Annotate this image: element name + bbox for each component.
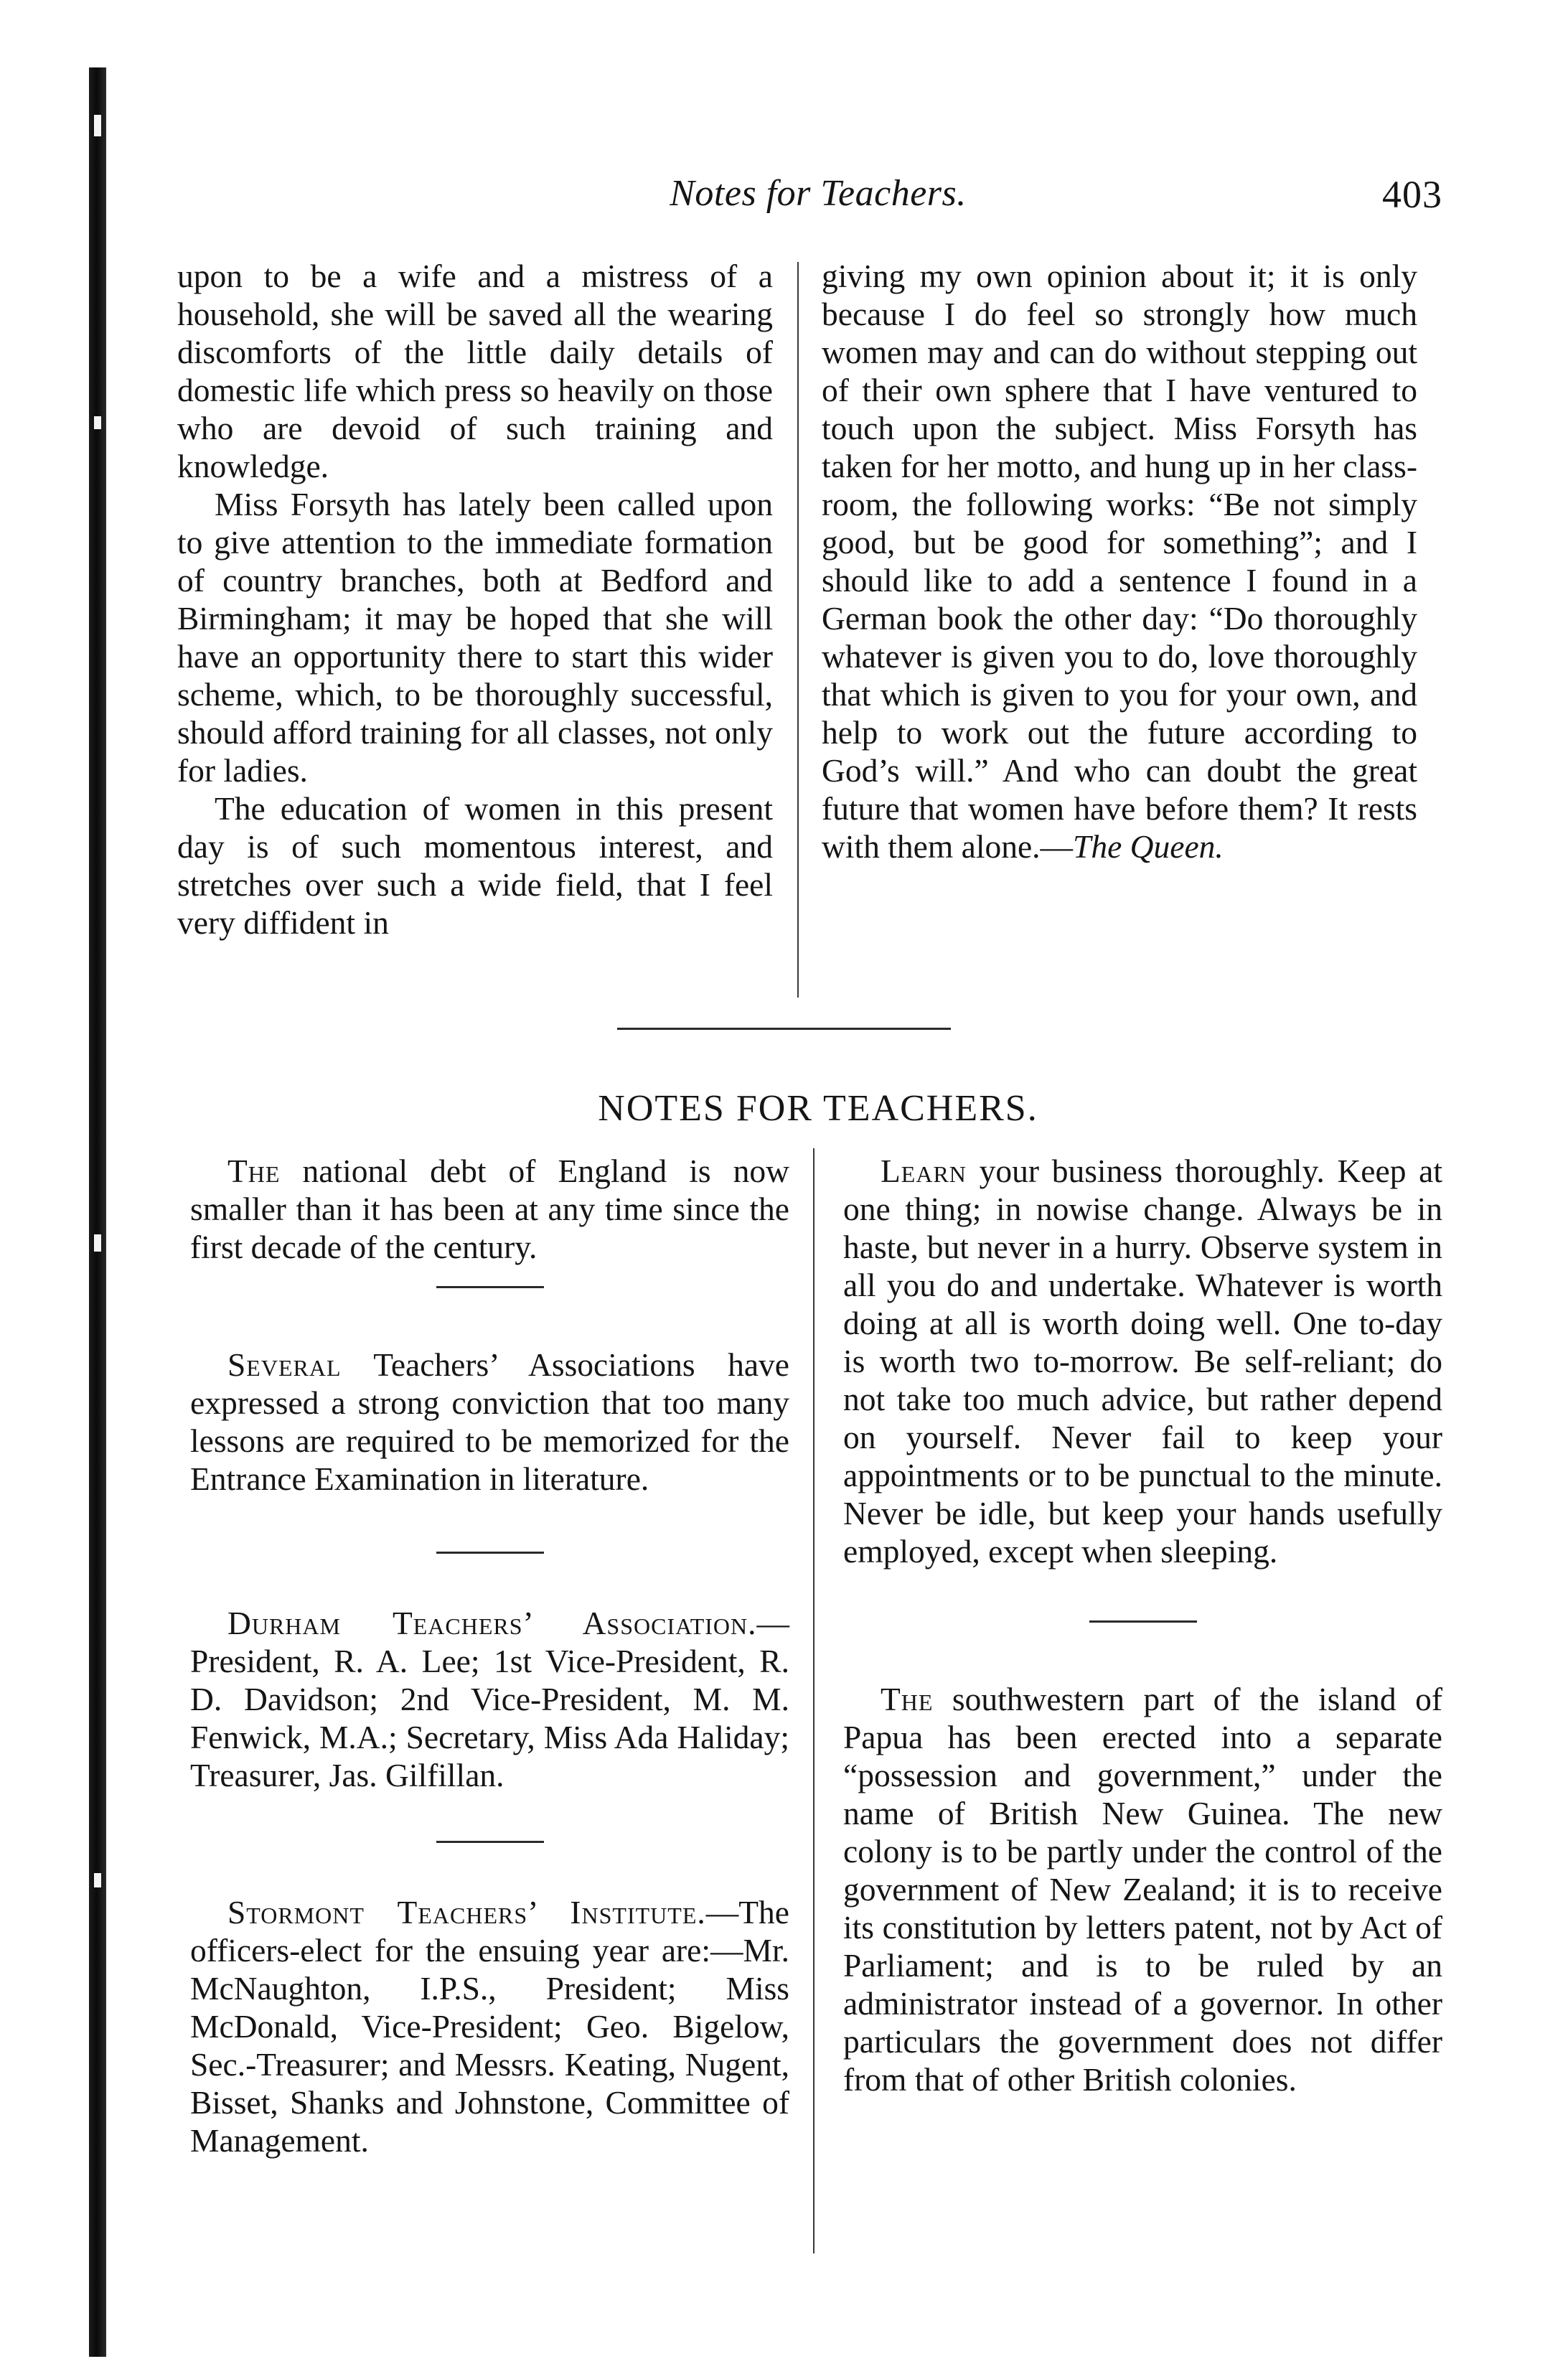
- note-learn-business: [843, 1152, 1442, 1570]
- binding-scuff: [94, 1234, 101, 1252]
- note-text: —President, R. A. Lee; 1st Vice-President, R. D. Davidson; 2nd Vice-President, M. M. Fenwick, M.A.; Secretary, Miss Ada Haliday; Treasurer, Jas. Gilfillan.: [190, 1605, 789, 1793]
- top-left-paragraph-3: The education of women in this present day is of such momentous interest, and stretches over such a wide field, that I feel very diffident in: [177, 790, 773, 941]
- top-right-column: [822, 257, 1417, 865]
- note-lead: Stormont Teachers’ Institute.: [227, 1894, 706, 1931]
- note-lead: Learn: [881, 1153, 967, 1189]
- binding-edge-shadow: [89, 67, 106, 2357]
- note-text: Teachers’ Associations have expressed a strong conviction that too many lessons are required to be memorized for the Entrance Examination in literature.: [190, 1346, 789, 1497]
- top-left-column: [177, 257, 773, 942]
- note-national-debt: [190, 1152, 789, 1266]
- binding-scuff: [94, 1873, 101, 1887]
- note-teachers-associations: [190, 1346, 789, 1498]
- note-text: —The officers-elect for the ensuing year are:—Mr. McNaughton, I.P.S., President; Miss McDonald, Vice-President; Geo. Bigelow, Sec.-Treasurer; and Messrs. Keating, Nugent, Bisset, Shanks and Johnstone, Committee of Management.: [190, 1894, 789, 2159]
- page-header: [165, 172, 1471, 230]
- top-right-paragraph-1: [822, 257, 1417, 865]
- notes-right-column: [843, 1152, 1442, 2098]
- notes-left-column: [190, 1152, 789, 2159]
- running-title: Notes for Teachers.: [670, 173, 967, 214]
- section-title: NOTES FOR TEACHERS.: [598, 1088, 1038, 1129]
- note-text: national debt of England is now smaller than it has been at any time since the first decade of the century.: [190, 1153, 789, 1265]
- note-lead: Durham Teachers’ Association.: [227, 1605, 757, 1641]
- note-lead: Several: [227, 1346, 342, 1383]
- note-text: your business thoroughly. Keep at one thing; in nowise change. Always be in haste, but never in a hurry. Observe system in all you do and undertake. Whatever is worth doing at all is worth doing well. One to-day is worth two to-morrow. Be self-reliant; do not take too much advice, but rather depend on yourself. Never fail to keep your appointments or to be punctual to the minute. Never be idle, but keep your hands usefully employed, except when sleeping.: [843, 1153, 1442, 1570]
- note-british-new-guinea: [843, 1680, 1442, 2098]
- note-text: southwestern part of the island of Papua has been erected into a separate “possession and government,” under the name of British New Guinea. The new colony is to be partly under the control of the government of New Zealand; it is to receive its constitution by letters patent, not by Act of Parliament; and is to be ruled by an administrator instead of a governor. In other particulars the government does not differ from that of other British colonies.: [843, 1681, 1442, 2098]
- note-lead: The: [227, 1153, 281, 1189]
- top-left-paragraph-1: upon to be a wife and a mistress of a household, she will be saved all the wearing discomforts of the little daily details of domestic life which press so heavily on those who are devoid of such training and knowledge.: [177, 258, 773, 484]
- note-stormont-institute: [190, 1893, 789, 2159]
- note-lead: The: [881, 1681, 934, 1717]
- page-number: 403: [1382, 173, 1442, 216]
- top-right-paragraph-text: giving my own opinion about it; it is only because I do feel so strongly how much women may and can do without stepping out of their own sphere that I have ventured to touch upon the subject. Miss Forsyth has taken for her motto, and hung up in her class-room, the following works: “Be not simply good, but be good for something”; and I should like to add a sentence I found in a German book the other day: “Do thoroughly whatever is given you to do, love thoroughly that which is given to you for your own, and help to work out the future according to God’s will.” And who can doubt the great future that women have before them? It rests with them alone.—: [822, 258, 1417, 865]
- binding-scuff: [94, 115, 101, 136]
- notes-column-rule: [813, 1148, 814, 2253]
- top-left-paragraph-2: Miss Forsyth has lately been called upon to give attention to the immediate formation of country branches, both at Bedford and Birmingham; it may be hoped that she will have an opportunity there to start this wider scheme, which, to be thoroughly successful, should afford training for all classes, not only for ladies.: [177, 486, 773, 789]
- source-credit: The Queen.: [1073, 828, 1224, 865]
- binding-scuff: [94, 416, 101, 429]
- note-durham-association: [190, 1604, 789, 1794]
- top-column-rule: [797, 262, 799, 998]
- section-divider: [617, 1028, 951, 1030]
